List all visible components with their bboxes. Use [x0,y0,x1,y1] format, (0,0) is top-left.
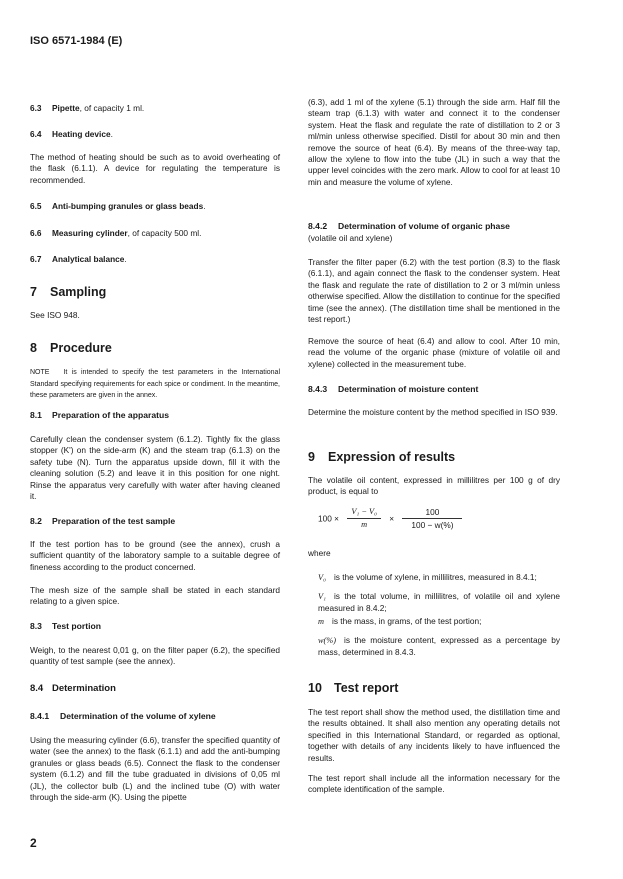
fraction-denominator: 100 − w(%) [411,520,454,530]
clause-8-3-heading [30,621,280,632]
fraction-1 [347,506,381,531]
clause-number: 6.7 [30,254,42,264]
clause-title: Anti-bumping granules or glass beads [52,201,204,211]
paragraph: The test report shall include all the information necessary for the complete identification of the sample. [308,773,560,795]
clause-title: Preparation of the apparatus [52,410,169,420]
formula-factor: 100 × [318,513,339,524]
paragraph: See ISO 948. [30,310,80,320]
paragraph: (6.3), add 1 ml of the xylene (5.1) through the side arm. Half fill the steam trap (6.1.3) with water and connect it to the condenser system. Heat the flask and regulate the rate of distillation to 2 or 3 ml/min unless otherwise specified. Distil for about 30 min and then remove the source of heat (6.4). By means of the three-way tap, allow the xylene to flow into the tube (JL) in such a way that the upper level coincides with the zero mark. Allow to cool for at least 10 min and measure the volume of xylene. [308,97,560,187]
paragraph: Weigh, to the nearest 0,01 g, on the filter paper (6.2), the specified quantity of test sample (see the annex). [30,645,280,667]
clause-title: Determination of volume of organic phase [338,221,510,231]
section-title: Expression of results [328,450,456,464]
section-number: 10 [308,681,322,695]
symbol: V₀ [318,573,326,582]
clause-number: 8.3 [30,621,42,631]
document-header: ISO 6571-1984 (E) [30,35,123,47]
clause-number: 8.2 [30,516,42,526]
where-label: where [308,548,331,558]
section-title: Test report [334,681,399,695]
clause-number: 6.4 [30,129,42,139]
formula [318,506,468,531]
clause-text: . [203,201,206,211]
note [30,367,280,402]
definition-text: is the mass, in grams, of the test portion; [332,616,482,626]
section-number: 7 [30,285,37,299]
clause-text: . [124,254,127,264]
clause-8-1-heading [30,410,280,421]
clause-8-4-heading [30,683,280,694]
paragraph: Remove the source of heat (6.4) and allow to cool. After 10 min, read the volume of the organic phase (mixture of volatile oil and xylene) collected in the measurement tube. [308,336,560,369]
section-9-heading [308,450,560,464]
clause-8-4-3-heading [308,384,560,395]
fraction-denominator: m [361,520,368,529]
clause-text: , of capacity 500 ml. [127,228,202,238]
clause-subtitle: (volatile oil and xylene) [308,233,393,243]
definition-text: is the volume of xylene, in millilitres, measured in 8.4.1; [333,572,537,582]
clause-number: 8.1 [30,410,42,420]
clause-number: 8.4.3 [308,384,328,394]
fraction-2 [402,506,462,531]
fraction-numerator: V₁ − V₀ [347,506,381,519]
symbol: w(%) [318,636,336,645]
clause-number: 6.6 [30,228,42,238]
definition-text: is the total volume, in millilitres, of volatile oil and xylene measured in 8.4.2; [318,591,560,613]
clause-title: Heating device [52,129,111,139]
clause-title: Determination [52,683,116,694]
paragraph: Carefully clean the condenser system (6.1.2). Tightly fix the glass stopper (K') on the side-arm (K) and the steam trap (6.1.3) on the safety tube (N). Turn the apparatus upside down, fill it with the cleaning solution (5.2) and leave it in this position for one night. Rinse the apparatus very carefully with water after having cleaned it. [30,434,280,502]
paragraph: If the test portion has to be ground (see the annex), crush a sufficient quantity of the laboratory sample to a suitable degree of fineness according to the product concerned. [30,539,280,572]
paragraph: Transfer the filter paper (6.2) with the test portion (8.3) to the flask (6.1.1), and again connect the flask to the condenser system. Heat the flask and regulate the rate of distillation to 2 or 3 ml/min unless otherwise specified. Allow the distillation to continue for the specified time (see the annex). (The distillation time shall be mentioned in the test report.) [308,257,560,325]
paragraph: The mesh size of the sample shall be stated in each standard relating to a given spice. [30,585,280,607]
clause-number: 8.4.2 [308,221,328,231]
symbol: m [318,617,324,626]
section-title: Procedure [50,341,112,355]
clause-6-6 [30,228,280,239]
clause-number: 8.4 [30,683,44,694]
clause-title: Analytical balance [52,254,125,264]
clause-6-5 [30,201,280,212]
formula-times: × [389,513,395,524]
definition-v1 [318,591,560,614]
section-7-heading [30,285,280,299]
clause-6-4 [30,129,280,140]
page-number: 2 [30,836,37,850]
section-10-heading [308,681,560,695]
paragraph: Determine the moisture content by the method specified in ISO 939. [308,407,558,417]
section-number: 9 [308,450,315,464]
clause-6-3 [30,103,280,114]
clause-number: 6.3 [30,103,42,113]
definition-m [318,616,560,628]
clause-title: Preparation of the test sample [52,516,176,526]
note-label: NOTE [30,369,50,376]
paragraph: Using the measuring cylinder (6.6), transfer the specified quantity of water (see the annex) to the flask (6.1.1) and add the anti-bumping granules or glass beads (6.5). Connect the flask to the condenser system (6.1.2) and fill the tube graduated in divisions of 0,05 ml (JL), the collector bulb (L) and the inclined tube (O) with water through the side-arm (K). Using the pipette [30,735,280,803]
clause-6-7 [30,254,280,265]
note-text: It is intended to specify the test parameters in the International Standard specifying requirements for each spice or condiment. In the meantime, these parameters are given in the annex. [30,369,280,400]
paragraph: The test report shall show the method used, the distillation time and the results obtained. It shall also mention any operating details not specified in this International Standard, or regarded as optional, together with details of any incidents likely to have influenced the results. [308,707,560,763]
definition-v0 [318,572,560,584]
fraction-numerator: 100 [402,506,462,519]
clause-title: Pipette [52,103,80,113]
clause-8-2-heading [30,516,280,527]
clause-text: , of capacity 1 ml. [79,103,145,113]
clause-title: Determination of the volume of xylene [60,711,216,721]
clause-title: Measuring cylinder [52,228,128,238]
clause-text: . [110,129,113,139]
paragraph: The method of heating should be such as to avoid overheating of the flask (6.1.1). A device for regulating the temperature is recommended. [30,152,280,185]
clause-8-4-2-heading [308,221,560,232]
clause-8-4-1-heading [30,711,280,722]
clause-number: 8.4.1 [30,711,50,721]
section-8-heading [30,341,280,355]
definition-w [318,635,560,658]
definition-text: is the moisture content, expressed as a percentage by mass, determined in 8.4.3. [318,635,560,657]
symbol: V₁ [318,592,326,601]
clause-number: 6.5 [30,201,42,211]
clause-title: Determination of moisture content [338,384,479,394]
clause-title: Test portion [52,621,102,631]
paragraph: The volatile oil content, expressed in millilitres per 100 g of dry product, is equal to [308,475,560,497]
section-number: 8 [30,341,37,355]
section-title: Sampling [50,285,107,299]
